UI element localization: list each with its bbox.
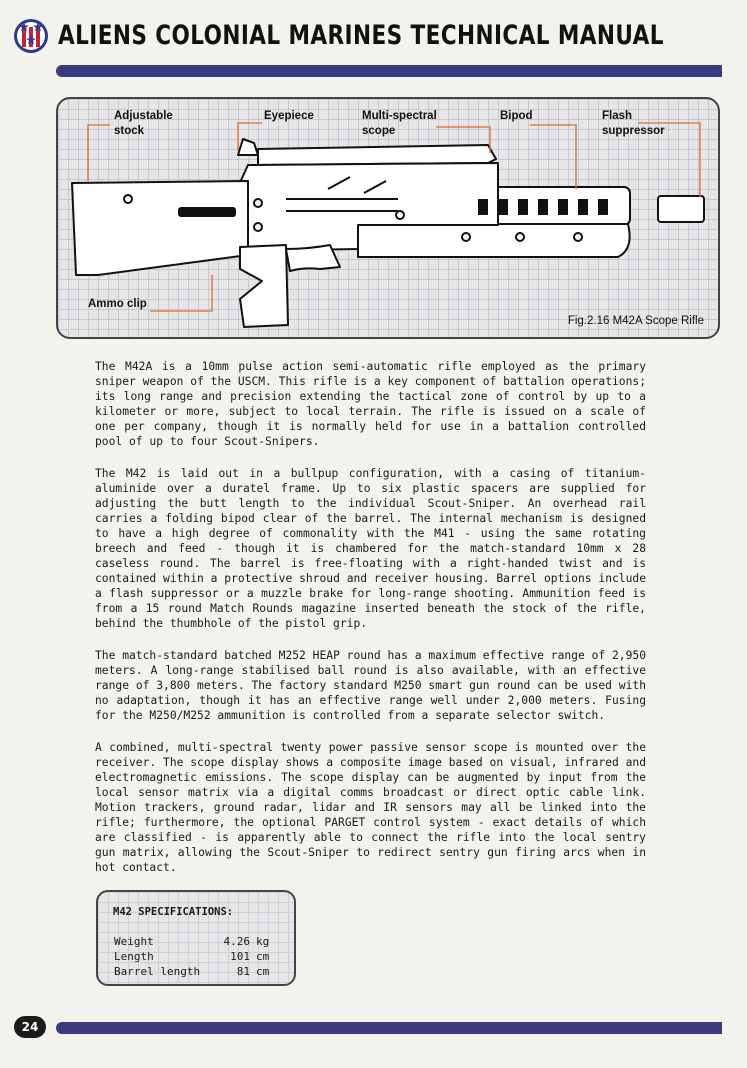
spec-label: Weight [114, 935, 154, 948]
callout-adjustable-stock: Adjustable stock [114, 110, 173, 137]
footer-bar [56, 1022, 722, 1034]
callout-bipod: Bipod [500, 110, 533, 122]
spec-value: 101 [230, 950, 250, 963]
spec-value: 81 [236, 965, 250, 978]
spec-label: Length [114, 950, 154, 963]
callout-eyepiece: Eyepiece [264, 110, 314, 122]
spec-row-weight [114, 934, 276, 949]
spec-unit: cm [256, 965, 270, 978]
callout-multi-spectral-scope: Multi-spectral scope [362, 110, 437, 137]
figure-caption: Fig.2.16 M42A Scope Rifle [567, 315, 704, 327]
uscm-star-logo-icon [13, 18, 49, 54]
page-title: ALIENS COLONIAL MARINES TECHNICAL MANUAL [58, 20, 664, 51]
header-bar [56, 65, 722, 77]
spec-row-barrel-length [114, 964, 276, 979]
specifications-box [96, 890, 296, 986]
paragraph-4: A combined, multi-spectral twenty power passive sensor scope is mounted over the receiver. The scope display shows a composite image based on visual, infrared and electromagnetic emissions. The scope display can be augmented by input from the local sensor matrix via a digital comms broadcast or direct optic cable link. Motion trackers, ground radar, lidar and IR sensors may all be linked into the rifle; furthermore, the optional PARGET control system - exact details of which are classified - is apparently able to connect the rifle into the local sentry gun matrix, allowing the Scout-Sniper to redirect sentry gun firing arcs when in hot contact. [95, 741, 646, 874]
callout-flash-suppressor: Flash suppressor [602, 110, 665, 137]
spec-value: 4.26 [223, 935, 250, 948]
callout-ammo-clip: Ammo clip [88, 298, 147, 310]
rifle-figure [56, 97, 720, 339]
paragraph-3: The match-standard batched M252 HEAP round has a maximum effective range of 2,950 meters. A long-range stabilised ball round is also available, with an effective range of 3,800 meters. The factory standard M250 smart gun round can be used with no adaptation, though it has an effective range well under 2,000 meters. Fusing for the M250/M252 ammunition is controlled from a separate selector switch. [95, 649, 646, 722]
body-text [95, 359, 646, 892]
spec-label: Barrel length [114, 965, 201, 978]
specifications-title: M42 SPECIFICATIONS: [113, 906, 234, 918]
spec-unit: kg [256, 935, 270, 948]
spec-unit: cm [256, 950, 270, 963]
paragraph-2: The M42 is laid out in a bullpup configuration, with a casing of titanium-aluminide over a duratel frame. Up to six plastic spacers are supplied for adjusting the butt length to the individual Scout-Sniper. An overhead rail carries a folding bipod clear of the barrel. The internal mechanism is designed to have a high degree of commonality with the M41 - using the same rotating breech and feed - though it is chambered for the match-standard 10mm x 28 caseless round. The barrel is free-floating with a right-handed twist and is contained within a protective shroud and receiver housing. Barrel options include a flash suppressor or a muzzle brake for long-range shooting. Ammunition feed is from a 15 round Match Rounds magazine inserted beneath the stock of the rifle, behind the thumbhole of the pistol grip. [95, 467, 646, 630]
page-number: 24 [14, 1016, 46, 1038]
paragraph-1: The M42A is a 10mm pulse action semi-automatic rifle employed as the primary sniper weapon of the USCM. This rifle is a key component of battalion operations; its long range and precision extending the tactical zone of control by up to a kilometer or more, subject to local terrain. The rifle is issued on a scale of one per company, though it is normally held for use in a battalion controlled pool of up to four Scout-Snipers. [95, 360, 646, 448]
spec-row-length [114, 949, 276, 964]
